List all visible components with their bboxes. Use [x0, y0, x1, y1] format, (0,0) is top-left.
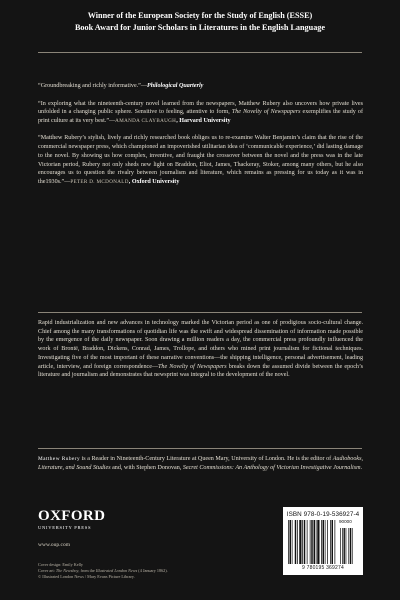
book-title: The Novelty of Newspapers	[231, 109, 301, 116]
publisher-logo-sub: UNIVERSITY PRESS	[38, 525, 92, 530]
review-source: Philological Quarterly	[146, 83, 204, 89]
book-title: Audiobooks, Literature, and Sound Studies	[38, 456, 363, 471]
book-title: Secret Commissions: An Anthology of Victorian Investigative Journalism	[182, 464, 361, 471]
barcode-digits: 9 780195 369274	[302, 565, 344, 571]
reviewer-affiliation: , Harvard University	[176, 117, 231, 124]
publisher-logo	[38, 509, 105, 530]
author-name: Matthew Rubery	[38, 456, 81, 462]
review-quote-1: “Groundbreaking and richly informative.”—Philological Quarterly	[38, 83, 204, 89]
reviewer-name: AMANDA CLAYBAUGH	[115, 117, 177, 124]
review-quote-2: “In exploring what the nineteenth-century novel learned from the newspapers, Matthew Rubery also uncovers how private lives unfolded in a changing public sphere. Sensitive to feeling, attentive to form, The Novelty of Newspapers exemplifies the study of print culture at its very best.”—AMANDA CLAYBAUGH, Harvard University	[38, 100, 363, 124]
credit-art: Cover art: The Newsboy, from the Illustrated London News (4 January 1862).	[38, 568, 168, 573]
book-title: The Novelty of Newspapers	[158, 363, 227, 370]
top-divider	[38, 52, 362, 53]
award-banner	[0, 10, 400, 34]
review-quote-3: “Matthew Rubery’s stylish, lively and richly researched book obliges us to re-examine Walter Benjamin’s claim that the rise of the commercial newspaper press, which championed an impoverished utilitarian idea of ‘communicable experience,’ did lasting damage to the novel. By showing us how complex, inventive, and fraught the crossover between the novel and the press was in the late Victorian period, Rubery not only sheds new light on Braddon, Eliot, James, Thackeray, Stoker, among many others, but he also encourages us to question the rivalry between journalism and literature, which remains as pressing for us today as it was in the1930s.”—PETER D. MCDONALD, Oxford University	[38, 135, 363, 185]
publisher-url[interactable]: www.oup.com	[38, 542, 71, 548]
bio-divider	[38, 448, 362, 449]
isbn-label: ISBN 978-0-19-536927-4	[286, 511, 360, 518]
award-line-2: Book Award for Junior Scholars in Literatures in the English Language	[74, 23, 326, 32]
barcode-box	[283, 507, 363, 575]
reviewer-affiliation: , Oxford University	[128, 178, 180, 185]
barcode-icon	[288, 520, 358, 565]
barcode-addon-digits: 90000	[339, 519, 352, 524]
credit-design: Cover design: Emily Kelly	[38, 562, 84, 567]
review-list	[38, 82, 363, 195]
book-description: Rapid industrialization and new advances in technology marked the Victorian period as one of prodigious socio-cultural change. Chief among the many transformations of quotidian life was the swift and widespread dissemination of information made possible by the emergence of the daily newspaper. Soon drawing a million readers a day, the commercial press profoundly influenced the work of Brontë, Braddon, Dickens, Conrad, James, Trollope, and others who mined print journalism for fictional techniques. Investigating five of the most important of these narrative conventions—the shipping intelligence, personal advertisement, leading article, interview, and foreign correspondence—The Novelty of Newspapers breaks down the assumed divide between the epoch’s literature and journalism and demonstrates that newsprint was integral to the development of the novel.	[38, 320, 364, 379]
reviewer-name: PETER D. MCDONALD	[70, 178, 129, 185]
author-bio: Matthew Rubery is a Reader in Nineteenth-Century Literature at Queen Mary, University of London. He is the editor of Audiobooks, Literature, and Sound Studies and, with Stephen Donovan, Secret Commissions: An Anthology of Victorian Investigative Journalism.	[38, 456, 363, 471]
credit-copyright: © Illustrated London News / Mary Evans Picture Library.	[38, 574, 135, 579]
award-line-1: Winner of the European Society for the Study of English (ESSE)	[87, 11, 313, 20]
middle-divider	[38, 312, 362, 313]
publisher-logo-main: OXFORD	[38, 508, 106, 524]
cover-credits	[38, 562, 268, 580]
